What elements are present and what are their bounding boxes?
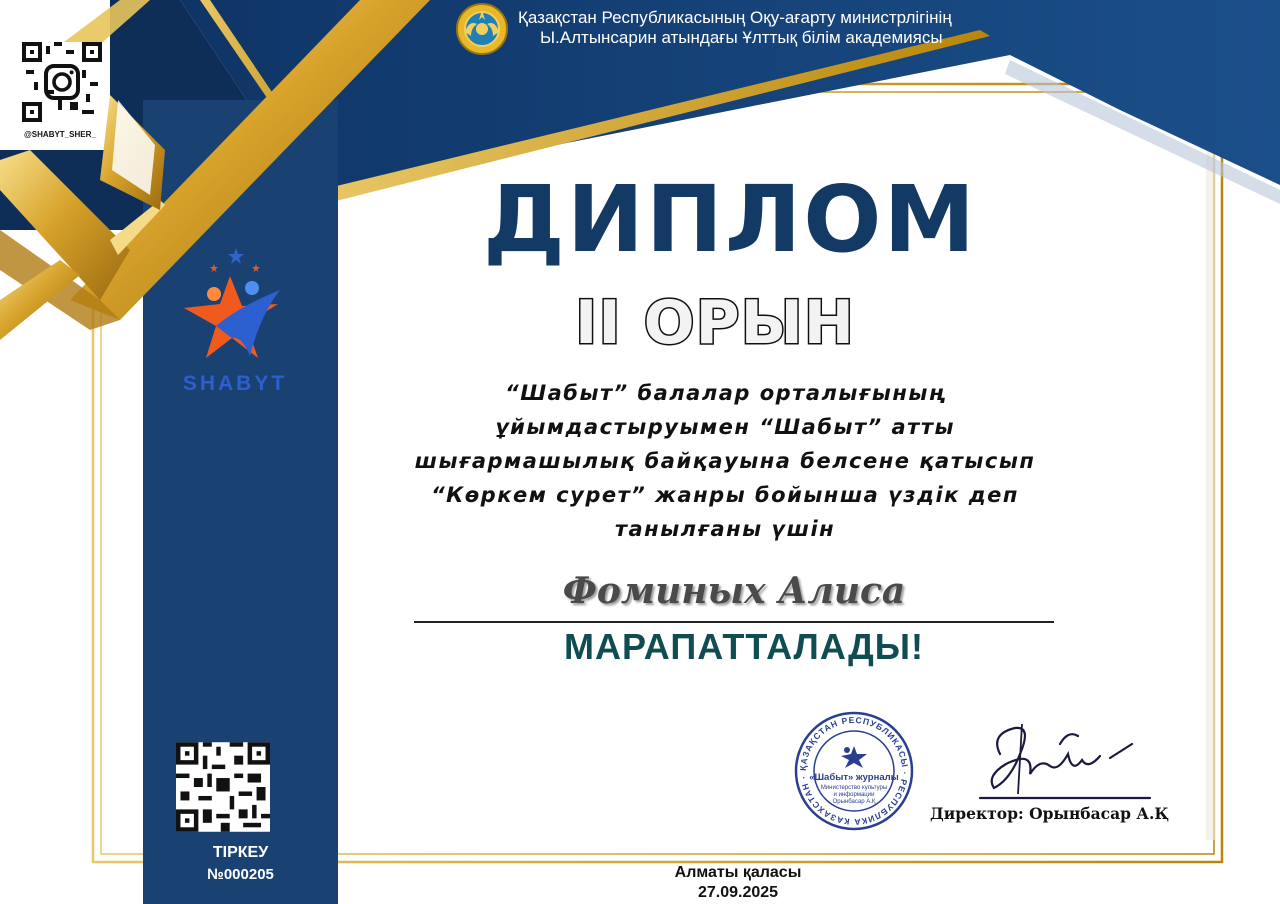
description-line: ұйымдастыруымен “Шабыт” атты xyxy=(494,415,956,439)
director-name: Директор: Орынбасар А.Қ xyxy=(930,804,1170,823)
official-stamp xyxy=(793,710,915,832)
diploma-title: ДИПЛОМ xyxy=(482,166,978,273)
registration-qr-code[interactable] xyxy=(176,742,270,832)
stamp-line-2: Министерство культуры xyxy=(820,785,888,791)
stamp-line-4: Орынбасар А.Қ xyxy=(832,799,876,805)
city-label: Алматы қаласы xyxy=(674,864,802,881)
recipient-name: Фоминых Алиса xyxy=(562,570,906,612)
registration-number: №000205 xyxy=(207,866,274,883)
instagram-handle: @SHABYT_SHER_ xyxy=(24,130,96,139)
place-label: II ОРЫН xyxy=(575,288,855,358)
description-line: танылғаны үшін xyxy=(614,517,836,541)
director-signature xyxy=(960,714,1170,804)
stamp-ring-text: ҚАЗАҚСТАН РЕСПУБЛИКАСЫ · РЕСПУБЛИКА КАЗАХСТАН · xyxy=(797,714,911,828)
stamp-line-1: «Шабыт» журналы xyxy=(809,772,899,783)
kazakhstan-emblem-icon xyxy=(455,2,509,56)
ministry-line-1: Қазақстан Республикасының Оқу-ағарту министрлігінің xyxy=(518,8,952,27)
stamp-line-3: и информации xyxy=(833,792,875,798)
issue-date: 27.09.2025 xyxy=(697,884,779,901)
shabyt-logo-icon xyxy=(180,246,300,376)
instagram-qr-code[interactable] xyxy=(22,42,102,122)
award-description xyxy=(390,376,1060,546)
ministry-line-2: Ы.Алтынсарин атындағы Ұлттық білім академиясы xyxy=(540,28,943,47)
shabyt-logo-text: SHABYT xyxy=(182,372,288,395)
description-line: шығармашылық байқауына белсене қатысып xyxy=(414,449,1036,473)
description-line: “Көркем сурет” жанры бойынша үздік деп xyxy=(431,483,1019,507)
description-line: “Шабыт” балалар орталығының xyxy=(505,381,945,405)
recipient-underline xyxy=(414,621,1054,623)
registration-label: ТІРКЕУ xyxy=(212,844,269,861)
awarded-label: МАРАПАТТАЛАДЫ! xyxy=(563,626,925,667)
